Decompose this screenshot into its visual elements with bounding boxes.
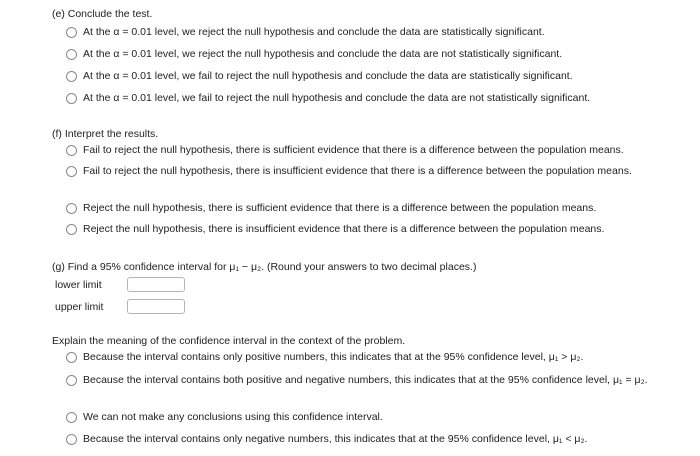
option-label: Fail to reject the null hypothesis, there is sufficient evidence that there is a difference between the population means. [83, 144, 624, 156]
lower-limit-input[interactable] [127, 277, 185, 292]
part-e-option-3[interactable] [66, 71, 573, 85]
upper-limit-label: upper limit [55, 300, 104, 313]
option-label: Reject the null hypothesis, there is sufficient evidence that there is a difference between the population means. [83, 202, 597, 214]
radio-button[interactable] [66, 93, 77, 104]
lower-limit-row [55, 277, 185, 292]
upper-limit-row [55, 299, 185, 314]
part-e-option-4[interactable] [66, 93, 590, 107]
radio-button[interactable] [66, 412, 77, 423]
part-e-option-2[interactable] [66, 49, 562, 63]
part-f-option-1[interactable] [66, 145, 624, 159]
explain-option-2[interactable] [66, 375, 668, 389]
option-label: Because the interval contains both positive and negative numbers, this indicates that at the 95% confidence level, μ₁ = μ₂. [83, 374, 648, 386]
radio-button[interactable] [66, 145, 77, 156]
upper-limit-input[interactable] [127, 299, 185, 314]
radio-button[interactable] [66, 434, 77, 445]
part-e-option-1[interactable] [66, 27, 545, 41]
part-f-option-4[interactable] [66, 224, 604, 238]
explain-option-3[interactable] [66, 412, 383, 426]
option-label: Fail to reject the null hypothesis, there is insufficient evidence that there is a difference between the population means. [83, 165, 632, 177]
option-label: We can not make any conclusions using this confidence interval. [83, 411, 383, 423]
option-label: Reject the null hypothesis, there is insufficient evidence that there is a difference between the population means. [83, 223, 605, 235]
option-label: At the α = 0.01 level, we fail to reject the null hypothesis and conclude the data are statistically significant. [83, 70, 573, 82]
part-f-heading: (f) Interpret the results. [52, 128, 159, 140]
explain-heading: Explain the meaning of the confidence interval in the context of the problem. [52, 335, 406, 347]
radio-button[interactable] [66, 27, 77, 38]
radio-button[interactable] [66, 203, 77, 214]
radio-button[interactable] [66, 352, 77, 363]
option-label: At the α = 0.01 level, we fail to reject the null hypothesis and conclude the data are not statistically significant. [83, 92, 591, 104]
part-g-heading: (g) Find a 95% confidence interval for μ₁ − μ₂. (Round your answers to two decimal places.) [52, 261, 477, 273]
option-label: At the α = 0.01 level, we reject the null hypothesis and conclude the data are statistically significant. [83, 26, 545, 38]
radio-button[interactable] [66, 224, 77, 235]
lower-limit-label: lower limit [55, 278, 102, 291]
option-label: At the α = 0.01 level, we reject the null hypothesis and conclude the data are not statistically significant. [83, 48, 563, 60]
explain-option-1[interactable] [66, 352, 583, 366]
part-f-option-2[interactable] [66, 166, 668, 180]
part-f-option-3[interactable] [66, 203, 596, 217]
radio-button[interactable] [66, 166, 77, 177]
option-label: Because the interval contains only negative numbers, this indicates that at the 95% confidence level, μ₁ < μ₂. [83, 433, 588, 445]
option-label: Because the interval contains only positive numbers, this indicates that at the 95% confidence level, μ₁ > μ₂. [83, 351, 584, 363]
radio-button[interactable] [66, 49, 77, 60]
explain-option-4[interactable] [66, 434, 587, 448]
radio-button[interactable] [66, 375, 77, 386]
radio-button[interactable] [66, 71, 77, 82]
part-e-heading: (e) Conclude the test. [52, 8, 153, 20]
